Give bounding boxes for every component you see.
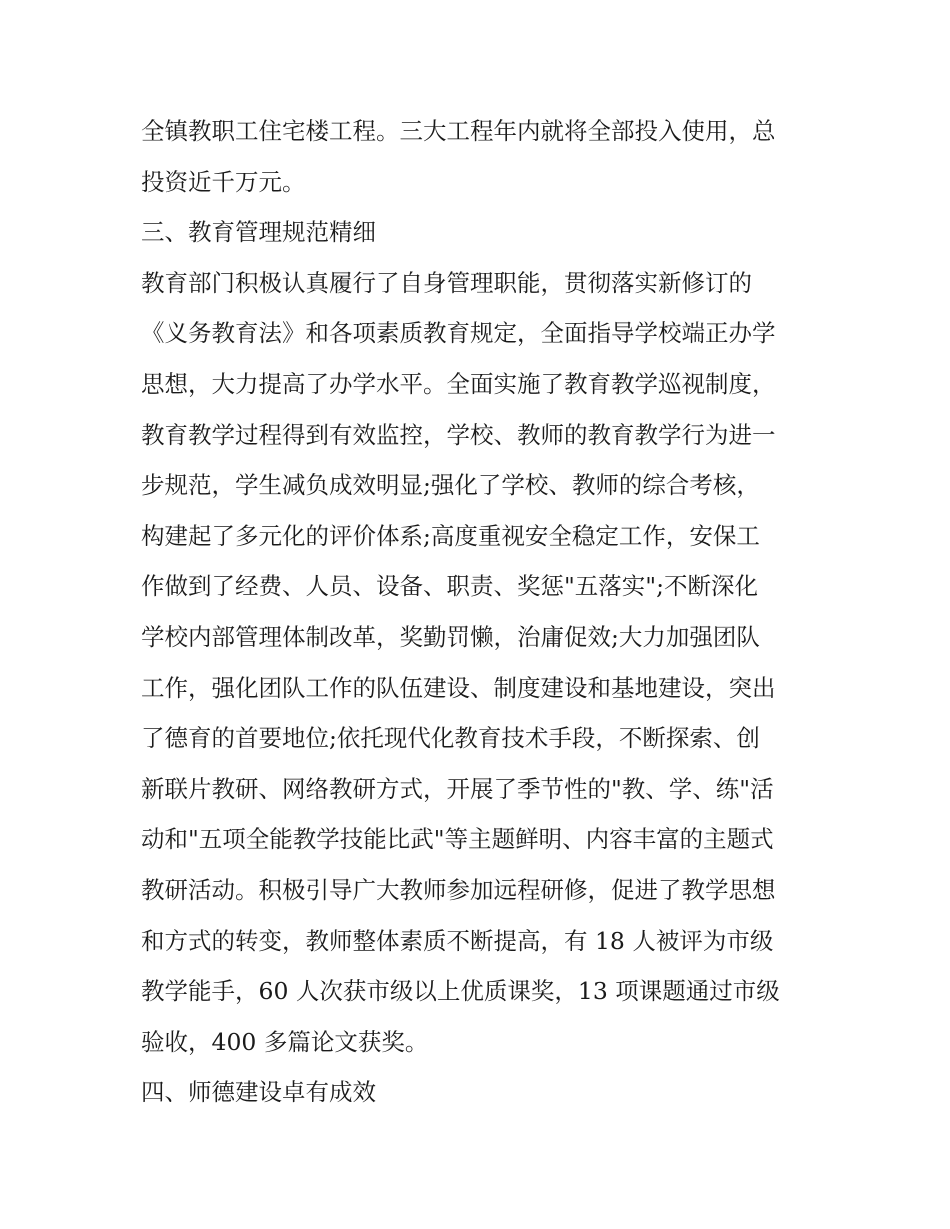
section-heading: 三、教育管理规范精细 <box>141 218 376 247</box>
text-line: 教学能手，60 人次获市级以上优质课奖，13 项课题通过市级 <box>141 977 780 1006</box>
text-line: 思想，大力提高了办学水平。全面实施了教育教学巡视制度， <box>141 369 776 398</box>
text-line: 教育部门积极认真履行了自身管理职能，贯彻落实新修订的 <box>141 268 752 297</box>
text-line: 《义务教育法》和各项素质教育规定，全面指导学校端正办学 <box>141 319 776 348</box>
text-line: 投资近千万元。 <box>141 167 306 196</box>
text-line: 步规范，学生减负成效明显;强化了学校、教师的综合考核， <box>141 471 760 500</box>
text-line: 验收，400 多篇论文获奖。 <box>141 1027 429 1056</box>
text-line: 构建起了多元化的评价体系;高度重视安全稳定工作，安保工 <box>141 521 760 550</box>
text-line: 作做到了经费、人员、设备、职责、奖惩"五落实";不断深化 <box>141 572 759 601</box>
text-line: 全镇教职工住宅楼工程。三大工程年内就将全部投入使用，总 <box>141 117 776 145</box>
text-line: 学校内部管理体制改革，奖勤罚懒，治庸促效;大力加强团队 <box>141 622 760 651</box>
text-line: 教育教学过程得到有效监控，学校、教师的教育教学行为进一 <box>141 420 776 449</box>
text-line: 和方式的转变，教师整体素质不断提高，有 18 人被评为市级 <box>141 926 774 955</box>
text-line: 动和"五项全能教学技能比武"等主题鲜明、内容丰富的主题式 <box>141 825 774 854</box>
text-line: 新联片教研、网络教研方式，开展了季节性的"教、学、练"活 <box>141 774 774 803</box>
text-line: 了德育的首要地位;依托现代化教育技术手段，不断探索、创 <box>141 724 760 753</box>
document-body <box>141 106 821 1118</box>
text-line: 工作，强化团队工作的队伍建设、制度建设和基地建设，突出 <box>141 673 776 702</box>
text-line: 教研活动。积极引导广大教师参加远程研修，促进了教学思想 <box>141 875 776 904</box>
section-heading: 四、师德建设卓有成效 <box>141 1078 376 1107</box>
